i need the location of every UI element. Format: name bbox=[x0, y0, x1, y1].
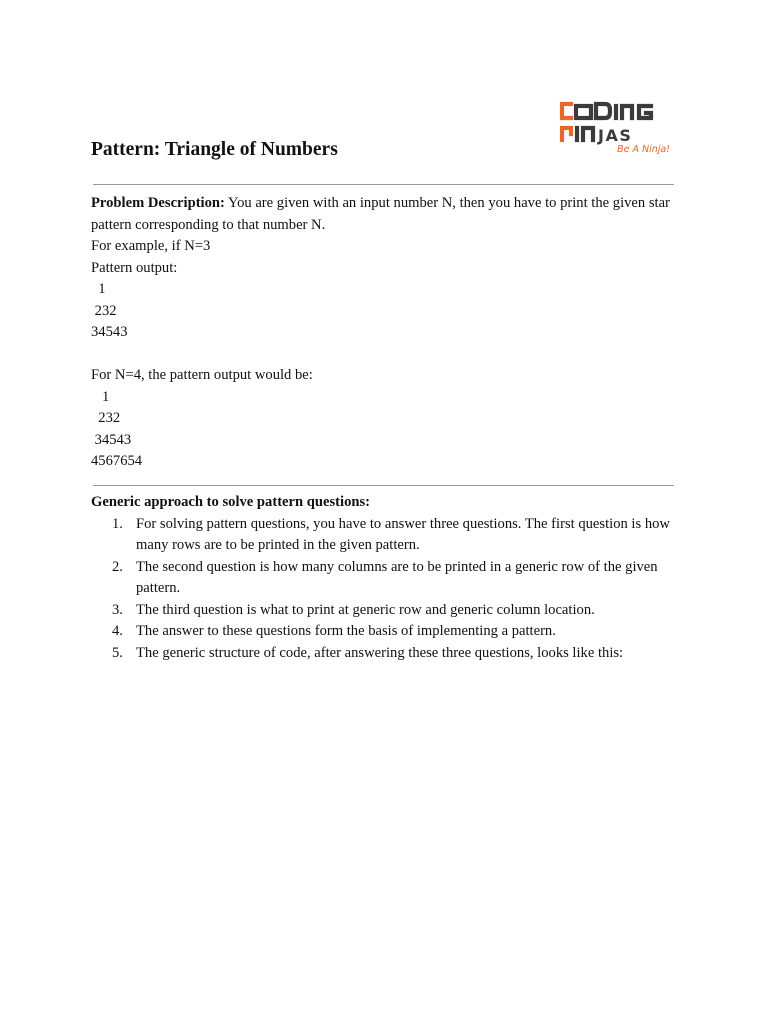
example2-row: 4567654 bbox=[91, 453, 143, 469]
list-item-text: The generic structure of code, after answering these three questions, looks like this: bbox=[136, 644, 624, 661]
problem-text: You are given with an input number N, then you have to print the given star pattern corresponding to that number N. bbox=[91, 195, 670, 233]
problem-label: Problem Description: bbox=[91, 195, 225, 211]
example1-intro: For example, if N=3 bbox=[91, 238, 211, 254]
list-item bbox=[91, 557, 675, 600]
divider bbox=[93, 184, 674, 185]
example2-intro: For N=4, the pattern output would be: bbox=[91, 367, 313, 383]
list-item bbox=[91, 621, 675, 643]
list-item-text: The second question is how many columns are to be printed in a generic row of the given pattern. bbox=[136, 558, 658, 596]
example2-row: 232 bbox=[91, 410, 121, 426]
list-item-number: 4. bbox=[112, 623, 123, 639]
page-title: Pattern: Triangle of Numbers bbox=[91, 139, 338, 160]
problem-description bbox=[91, 193, 675, 236]
list-item-text: The third question is what to print at generic row and generic column location. bbox=[136, 601, 595, 618]
example2-row: 1 bbox=[91, 388, 110, 405]
list-item-text: For solving pattern questions, you have to answer three questions. The first question is how many rows are to be printed in the given pattern. bbox=[136, 515, 670, 553]
list-item-number: 3. bbox=[112, 601, 123, 618]
list-item bbox=[91, 514, 675, 557]
svg-text:JAS: JAS bbox=[598, 126, 633, 145]
approach-heading: Generic approach to solve pattern questions: bbox=[91, 494, 371, 510]
list-item bbox=[91, 600, 675, 622]
list-item-number: 5. bbox=[112, 644, 123, 661]
coding-ninjas-logo bbox=[557, 100, 675, 156]
example1-output-label: Pattern output: bbox=[91, 259, 178, 276]
example2-row: 34543 bbox=[91, 431, 132, 448]
logo-tagline: Be A Ninja! bbox=[617, 144, 670, 155]
list-item-number: 2. bbox=[112, 558, 123, 575]
list-item bbox=[91, 643, 675, 665]
list-item-text: The answer to these questions form the basis of implementing a pattern. bbox=[136, 623, 556, 639]
example1-row: 1 bbox=[91, 281, 106, 297]
divider bbox=[93, 485, 674, 486]
example1-row: 34543 bbox=[91, 324, 128, 340]
example1-row: 232 bbox=[91, 302, 117, 319]
approach-list bbox=[91, 514, 675, 665]
list-item-number: 1. bbox=[112, 515, 123, 532]
